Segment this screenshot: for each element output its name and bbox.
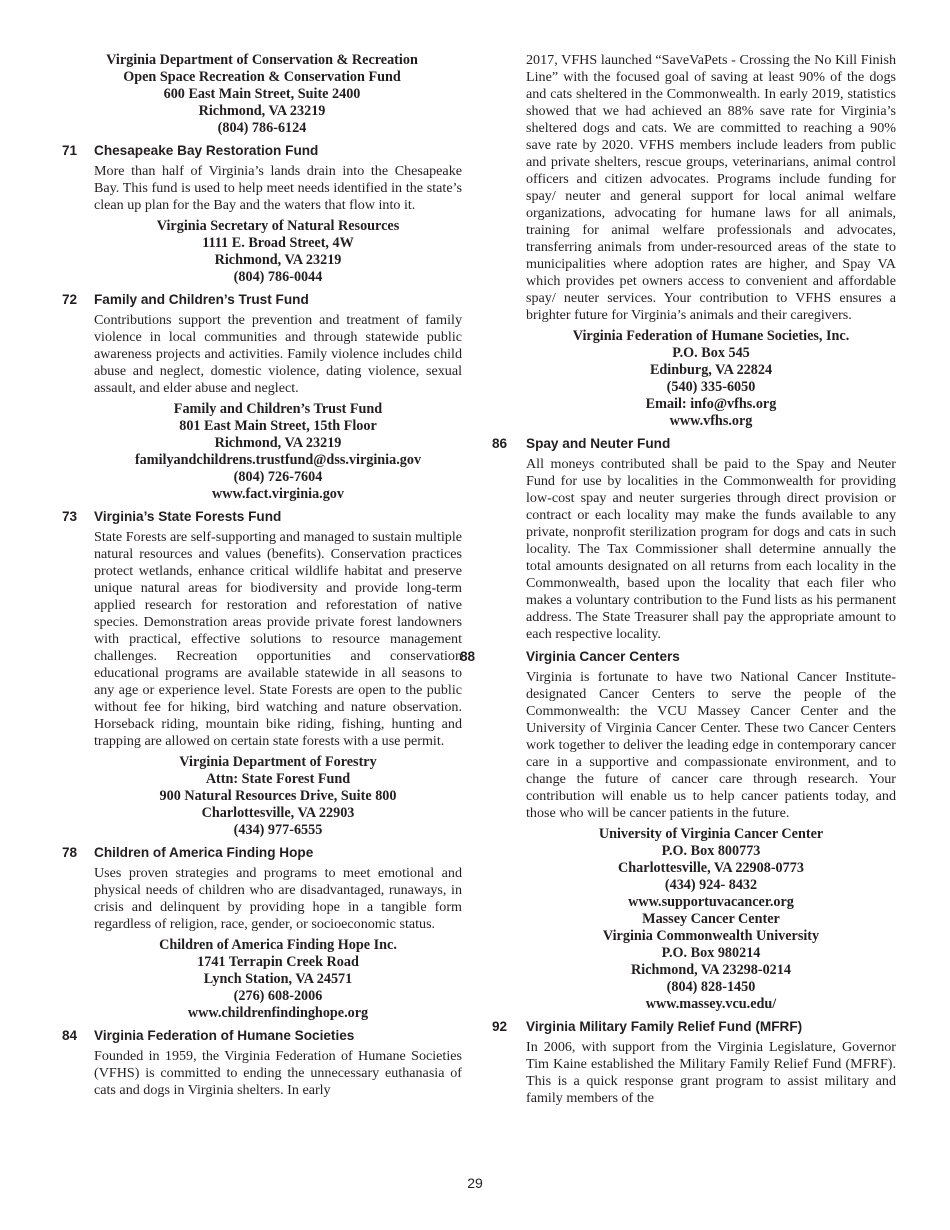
section-address-71	[94, 218, 462, 286]
section-heading-84	[62, 1027, 462, 1044]
section-heading-71	[62, 142, 462, 159]
section-title: Virginia Cancer Centers	[526, 649, 680, 664]
address-line: Richmond, VA 23219	[214, 252, 342, 268]
email-link[interactable]: familyandchildrens.trustfund@dss.virginia.gov	[134, 452, 422, 468]
address-line: Open Space Recreation & Conservation Fund	[123, 69, 401, 85]
address-line: P.O. Box 980214	[661, 945, 761, 961]
address-line: (804) 786-6124	[217, 120, 307, 136]
address-line: P.O. Box 545	[672, 345, 750, 361]
section-number: 84	[62, 1028, 78, 1043]
address-line: 801 East Main Street, 15th Floor	[179, 418, 377, 434]
section-heading-92	[492, 1018, 896, 1035]
address-line: (804) 828-1450	[666, 979, 756, 995]
address-line: Lynch Station, VA 24571	[203, 971, 353, 987]
section-title: Virginia Federation of Humane Societies	[94, 1028, 355, 1043]
address-line: Charlottesville, VA 22908-0773	[618, 860, 804, 876]
section-title: Virginia’s State Forests Fund	[94, 509, 282, 524]
section-address-88	[526, 826, 896, 1013]
section-address-73	[94, 754, 462, 839]
website-link[interactable]: www.supportuvacancer.org	[628, 894, 794, 910]
address-line: (540) 335-6050	[666, 379, 756, 395]
website-link[interactable]: www.childrenfindinghope.org	[187, 1005, 369, 1021]
website-link[interactable]: www.vfhs.org	[669, 413, 753, 429]
section-body: Contributions support the prevention and treatment of family violence in local communities and through statewide public awareness projects and activities. Family violence includes child abuse and neglect, domestic violence, dating violence, sexual assault, and elder abuse and neglect.	[94, 312, 462, 396]
address-line: Edinburg, VA 22824	[649, 362, 773, 378]
address-line: Attn: State Forest Fund	[205, 771, 351, 787]
address-line: University of Virginia Cancer Center	[598, 826, 824, 842]
left-column	[62, 52, 462, 1103]
address-line: 600 East Main Street, Suite 2400	[163, 86, 361, 102]
section-number: 88	[460, 649, 476, 664]
address-line: Massey Cancer Center	[642, 911, 780, 927]
page-number: 29	[467, 1175, 483, 1191]
section-number: 71	[62, 143, 78, 158]
address-line: Children of America Finding Hope Inc.	[159, 937, 397, 953]
section-number: 86	[492, 436, 508, 451]
section-body: Uses proven strategies and programs to meet emotional and physical needs of children who are disadvantaged, runaways, in crisis and delinquent by providing hope in a tangible form regardless of religion, race, gender, or socioeconomic status.	[94, 865, 462, 932]
address-line: (804) 726-7604	[233, 469, 323, 485]
section-number: 73	[62, 509, 78, 524]
section-title: Virginia Military Family Relief Fund (MFRF)	[526, 1019, 803, 1034]
address-line: (276) 608-2006	[233, 988, 323, 1004]
section-heading-86	[492, 435, 896, 452]
right-column	[460, 52, 896, 1111]
section-body: Virginia is fortunate to have two National Cancer Institute-designated Cancer Centers to serve the people of the Commonwealth: the VCU Massey Cancer Center and the University of Virginia Cancer Center. These two Cancer Centers work together to deliver the leading edge in contemporary cancer care in a supportive and compassionate environment, and to change the future of cancer care through research. Your contribution will enable us to help cancer patients today, and those who will be cancer patients in the future.	[526, 669, 896, 821]
website-link[interactable]: www.massey.vcu.edu/	[645, 996, 777, 1012]
section-title: Family and Children’s Trust Fund	[94, 292, 309, 307]
address-line: Family and Children’s Trust Fund	[173, 401, 383, 417]
section-title: Children of America Finding Hope	[94, 845, 314, 860]
section-body: State Forests are self-supporting and managed to sustain multiple natural resources and values (benefits). Conservation practices protect wetlands, enhance critical wildlife habitat and preserve unique natural areas for biodiversity and provide long-term applied research for restoration and reforestation of native species. Demonstration areas provide private forest landowners with practical, effective solutions to resource management challenges. Recreation opportunities and conservation educational programs are available statewide in all seasons to any age or experience level. State Forests are open to the public without fee for hiking, bird watching and nature observation. Horseback riding, mountain bike riding, fishing, hunting and trapping are allowed on certain state forests with a use permit.	[94, 529, 462, 749]
section-title: Spay and Neuter Fund	[526, 436, 671, 451]
address-line: (434) 924- 8432	[664, 877, 758, 893]
section-body: More than half of Virginia’s lands drain into the Chesapeake Bay. This fund is used to help meet needs identified in the state’s clean up plan for the Bay and the waters that flow into it.	[94, 163, 462, 213]
section-number: 92	[492, 1019, 508, 1034]
address-line: Virginia Department of Conservation & Recreation	[106, 52, 418, 68]
section-number: 72	[62, 292, 78, 307]
address-line: (804) 786-0044	[233, 269, 323, 285]
address-line: 1111 E. Broad Street, 4W	[202, 235, 354, 251]
section-title: Chesapeake Bay Restoration Fund	[94, 143, 319, 158]
section-heading-72	[62, 291, 462, 308]
section-address-72	[94, 401, 462, 503]
section-address-78	[94, 937, 462, 1022]
address-line: Virginia Department of Forestry	[179, 754, 377, 770]
address-line: (434) 977-6555	[233, 822, 323, 838]
section-body: Founded in 1959, the Virginia Federation of Humane Societies (VFHS) is committed to ending the unnecessary euthanasia of cats and dogs in Virginia shelters. In early	[94, 1048, 462, 1098]
address-line: 900 Natural Resources Drive, Suite 800	[159, 788, 397, 804]
dcr-address-block	[62, 52, 462, 137]
address-line: 1741 Terrapin Creek Road	[197, 954, 359, 970]
address-line: Richmond, VA 23219	[198, 103, 326, 119]
section-body: In 2006, with support from the Virginia Legislature, Governor Tim Kaine established the Military Family Relief Fund (MFRF). This is a quick response grant program to assist military and family members of the	[526, 1039, 896, 1106]
address-line: P.O. Box 800773	[661, 843, 761, 859]
section-heading-73	[62, 508, 462, 525]
section-heading-78	[62, 844, 462, 861]
address-line: Virginia Commonwealth University	[602, 928, 820, 944]
section-body: All moneys contributed shall be paid to the Spay and Neuter Fund for use by localities in the Commonwealth for providing low-cost spay and neuter surgeries through direct provision or contract or each locality may make the funds available to any private, nonprofit sterilization program for dogs and cats in such locality. The Tax Commissioner shall determine annually the total amounts designated on all returns from each locality in the Commonwealth, based upon the locality that each filer who makes a voluntary contribution to the Fund lists as his permanent address. The State Treasurer shall pay the appropriate amount to each respective locality.	[526, 456, 896, 642]
address-line: Virginia Federation of Humane Societies, Inc.	[572, 328, 850, 344]
section-body-continued: 2017, VFHS launched “SaveVaPets - Crossing the No Kill Finish Line” with the focused goal of saving at least 90% of the dogs and cats sheltered in the Commonwealth. In early 2019, statistics showed that we had achieved an 88% save rate for Virginia’s sheltered dogs and cats. We are committed to reaching a 90% save rate by 2020. VFHS members include leaders from public and private shelters, rescue groups, veterinarians, animal control officers and citizen advocates. Programs include funding for spay/ neuter and general support for local animal welfare organizations, advocating for humane laws for all animals, training for animal welfare professionals and advocates, transferring animals from under-resourced areas of the state to municipalities where adoption rates are higher, and Spay VA which provides pet owners access to convenient and affordable spay/ neuter services. Your contribution to VFHS ensures a brighter future for Virginia’s animals and their caregivers.	[526, 52, 896, 323]
section-number: 78	[62, 845, 78, 860]
vfhs-address-block	[526, 328, 896, 430]
website-link[interactable]: www.fact.virginia.gov	[211, 486, 344, 502]
address-line: Richmond, VA 23219	[214, 435, 342, 451]
email-link[interactable]: Email: info@vfhs.org	[645, 396, 777, 412]
address-line: Virginia Secretary of Natural Resources	[156, 218, 400, 234]
section-heading-88	[460, 648, 896, 665]
address-line: Richmond, VA 23298-0214	[631, 962, 791, 978]
address-line: Charlottesville, VA 22903	[201, 805, 355, 821]
